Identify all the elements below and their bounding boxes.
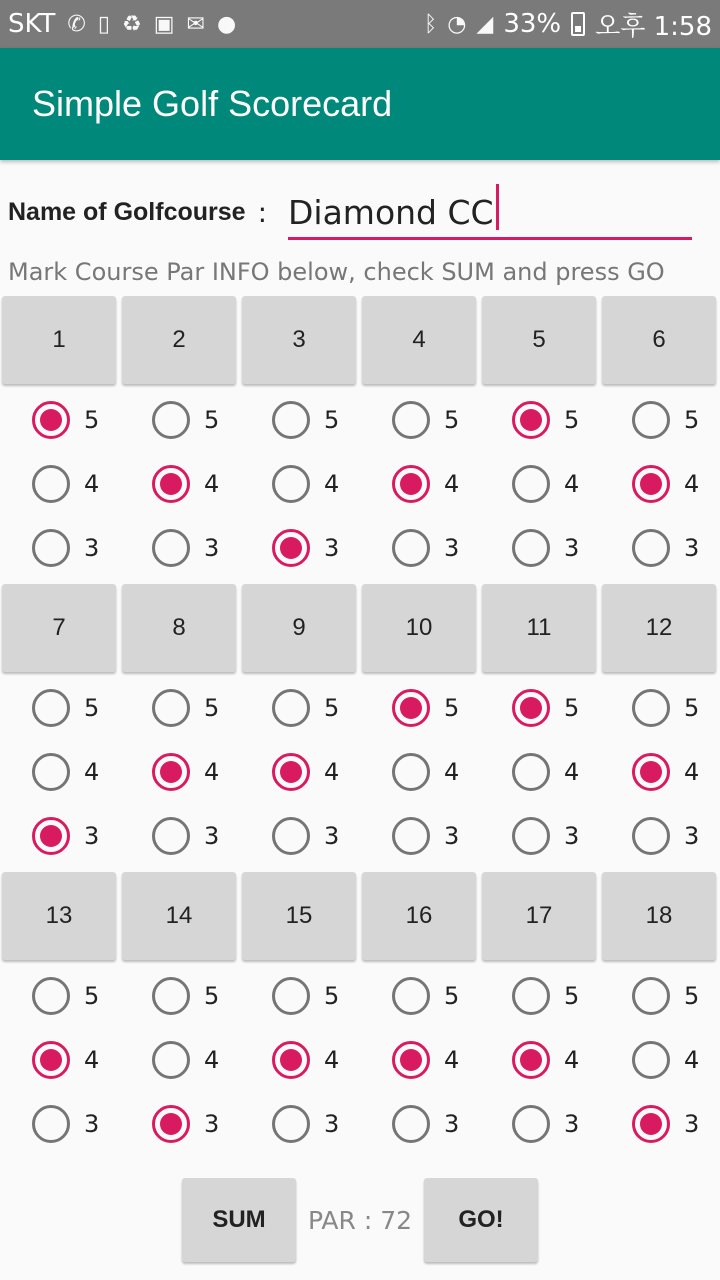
par-radio-group — [240, 388, 360, 580]
par-option-label: 3 — [564, 822, 580, 850]
par-option[interactable] — [120, 1028, 240, 1092]
par-option[interactable] — [600, 740, 720, 804]
radio-button[interactable] — [152, 753, 190, 791]
par-option-label: 3 — [684, 534, 700, 562]
course-row — [8, 180, 712, 244]
action-row — [0, 1178, 720, 1262]
par-radio-group — [120, 388, 240, 580]
par-radio-group — [600, 676, 720, 868]
par-option-label: 4 — [204, 1046, 220, 1074]
radio-button[interactable] — [152, 1105, 190, 1143]
par-option[interactable] — [240, 388, 360, 452]
par-radio-group — [360, 388, 480, 580]
hole-button[interactable]: 4 — [362, 296, 476, 384]
radio-button[interactable] — [632, 465, 670, 503]
radio-button[interactable] — [512, 529, 550, 567]
course-label: Name of Golfcourse — [8, 197, 246, 226]
radio-button[interactable] — [632, 817, 670, 855]
radio-button[interactable] — [272, 977, 310, 1015]
battery-icon — [571, 12, 585, 36]
par-option-label: 4 — [684, 1046, 700, 1074]
hole-group — [0, 296, 720, 580]
hole-group — [0, 872, 720, 1156]
par-option[interactable] — [120, 964, 240, 1028]
par-option[interactable] — [0, 516, 120, 580]
par-total: PAR : 72 — [307, 1205, 413, 1235]
radio-button[interactable] — [632, 689, 670, 727]
radio-button[interactable] — [272, 465, 310, 503]
radio-button[interactable] — [512, 689, 550, 727]
radio-button[interactable] — [632, 401, 670, 439]
par-option[interactable] — [600, 516, 720, 580]
radio-button[interactable] — [32, 753, 70, 791]
radio-button[interactable] — [512, 465, 550, 503]
app-bar — [0, 48, 720, 160]
radio-button[interactable] — [32, 1041, 70, 1079]
par-option-label: 5 — [84, 694, 100, 722]
par-option[interactable] — [600, 804, 720, 868]
par-option[interactable] — [360, 1028, 480, 1092]
par-option-label: 4 — [324, 1046, 340, 1074]
par-option-label: 4 — [684, 470, 700, 498]
text-cursor — [496, 184, 499, 230]
par-option-label: 4 — [444, 1046, 460, 1074]
radio-button[interactable] — [152, 1041, 190, 1079]
radio-button[interactable] — [512, 1105, 550, 1143]
hole-button[interactable]: 6 — [602, 296, 716, 384]
par-option[interactable] — [120, 676, 240, 740]
par-option[interactable] — [120, 452, 240, 516]
sum-button[interactable]: SUM — [182, 1178, 296, 1262]
chat-icon: ● — [216, 11, 237, 37]
hole-button[interactable]: 11 — [482, 584, 596, 672]
par-radio-grid — [0, 964, 720, 1156]
hole-button[interactable]: 1 — [2, 296, 116, 384]
par-option-label: 4 — [324, 758, 340, 786]
par-option-label: 5 — [684, 694, 700, 722]
par-option-label: 4 — [84, 470, 100, 498]
radio-button[interactable] — [632, 1105, 670, 1143]
par-option-label: 4 — [204, 758, 220, 786]
par-option-label: 3 — [324, 822, 340, 850]
par-radio-group — [480, 388, 600, 580]
par-option[interactable] — [600, 388, 720, 452]
par-option-label: 4 — [444, 758, 460, 786]
hole-button[interactable]: 15 — [242, 872, 356, 960]
par-option[interactable] — [240, 516, 360, 580]
radio-button[interactable] — [272, 753, 310, 791]
radio-button[interactable] — [152, 977, 190, 1015]
radio-button[interactable] — [392, 977, 430, 1015]
par-option[interactable] — [480, 1028, 600, 1092]
hole-button[interactable]: 7 — [2, 584, 116, 672]
par-option[interactable] — [480, 964, 600, 1028]
par-option-label: 5 — [564, 406, 580, 434]
par-radio-group — [0, 388, 120, 580]
par-radio-group — [360, 676, 480, 868]
par-option[interactable] — [360, 964, 480, 1028]
par-option[interactable] — [480, 388, 600, 452]
hole-button[interactable]: 5 — [482, 296, 596, 384]
par-option[interactable] — [0, 388, 120, 452]
radio-button[interactable] — [152, 529, 190, 567]
par-option-label: 5 — [444, 982, 460, 1010]
par-option[interactable] — [600, 1028, 720, 1092]
radio-button[interactable] — [32, 1105, 70, 1143]
par-option-label: 4 — [204, 470, 220, 498]
recycle-icon: ♻ — [121, 11, 142, 37]
par-option-label: 3 — [444, 534, 460, 562]
par-option-label: 3 — [684, 822, 700, 850]
radio-button[interactable] — [392, 753, 430, 791]
radio-button[interactable] — [152, 689, 190, 727]
par-option-label: 4 — [564, 1046, 580, 1074]
par-radio-group — [480, 964, 600, 1156]
par-option[interactable] — [120, 804, 240, 868]
par-option[interactable] — [240, 740, 360, 804]
hole-button[interactable]: 16 — [362, 872, 476, 960]
par-option[interactable] — [0, 452, 120, 516]
radio-button[interactable] — [32, 817, 70, 855]
radio-button[interactable] — [632, 529, 670, 567]
radio-button[interactable] — [272, 401, 310, 439]
par-option-label: 5 — [564, 694, 580, 722]
par-option-label: 4 — [564, 758, 580, 786]
radio-button[interactable] — [392, 1041, 430, 1079]
radio-button[interactable] — [392, 1105, 430, 1143]
par-option-label: 5 — [444, 406, 460, 434]
par-option[interactable] — [600, 1092, 720, 1156]
par-radio-group — [120, 964, 240, 1156]
hole-button[interactable]: 12 — [602, 584, 716, 672]
par-option-label: 5 — [204, 406, 220, 434]
par-option[interactable] — [0, 1092, 120, 1156]
par-option[interactable] — [360, 516, 480, 580]
hole-button-row — [0, 296, 720, 388]
hole-button[interactable]: 8 — [122, 584, 236, 672]
battery-percent: 33% — [503, 9, 562, 39]
par-option[interactable] — [360, 676, 480, 740]
screen-icon: ▯ — [97, 11, 110, 37]
radio-button[interactable] — [512, 1041, 550, 1079]
radio-button[interactable] — [392, 529, 430, 567]
par-option[interactable] — [360, 388, 480, 452]
hole-button[interactable]: 2 — [122, 296, 236, 384]
par-option-label: 5 — [324, 406, 340, 434]
radio-button[interactable] — [392, 689, 430, 727]
radio-button[interactable] — [632, 753, 670, 791]
par-radio-group — [0, 676, 120, 868]
par-option-label: 3 — [204, 534, 220, 562]
radio-button[interactable] — [272, 1105, 310, 1143]
radio-button[interactable] — [392, 401, 430, 439]
par-option-label: 4 — [324, 470, 340, 498]
hole-button[interactable]: 13 — [2, 872, 116, 960]
par-option[interactable] — [240, 1092, 360, 1156]
par-option[interactable] — [600, 452, 720, 516]
par-option[interactable] — [480, 740, 600, 804]
par-option-label: 3 — [564, 534, 580, 562]
par-option[interactable] — [360, 740, 480, 804]
radio-button[interactable] — [272, 1041, 310, 1079]
wifi-icon: ◔ — [447, 11, 467, 37]
par-option[interactable] — [240, 1028, 360, 1092]
par-option-label: 3 — [324, 534, 340, 562]
radio-button[interactable] — [512, 817, 550, 855]
par-option-label: 4 — [84, 758, 100, 786]
par-option-label: 3 — [84, 822, 100, 850]
phone-icon: ✆ — [67, 11, 86, 37]
par-option-label: 5 — [84, 406, 100, 434]
radio-button[interactable] — [272, 529, 310, 567]
hole-button[interactable]: 9 — [242, 584, 356, 672]
hole-button[interactable]: 18 — [602, 872, 716, 960]
par-option-label: 3 — [204, 1110, 220, 1138]
hole-button-row — [0, 872, 720, 964]
par-radio-group — [360, 964, 480, 1156]
par-option[interactable] — [120, 516, 240, 580]
radio-button[interactable] — [152, 401, 190, 439]
image-icon: ▣ — [153, 11, 175, 37]
radio-button[interactable] — [152, 465, 190, 503]
par-option[interactable] — [480, 1092, 600, 1156]
radio-button[interactable] — [392, 817, 430, 855]
radio-button[interactable] — [632, 977, 670, 1015]
hole-button[interactable]: 17 — [482, 872, 596, 960]
par-option-label: 5 — [204, 694, 220, 722]
radio-button[interactable] — [512, 401, 550, 439]
par-option[interactable] — [120, 740, 240, 804]
par-option-label: 5 — [204, 982, 220, 1010]
par-option-label: 3 — [84, 1110, 100, 1138]
radio-button[interactable] — [392, 465, 430, 503]
course-colon: : — [257, 195, 267, 229]
par-option-label: 4 — [564, 470, 580, 498]
par-option[interactable] — [600, 676, 720, 740]
hole-group — [0, 584, 720, 868]
hole-button[interactable]: 10 — [362, 584, 476, 672]
par-option-label: 5 — [684, 406, 700, 434]
par-option-label: 5 — [84, 982, 100, 1010]
radio-button[interactable] — [32, 465, 70, 503]
par-option-label: 3 — [84, 534, 100, 562]
status-left — [8, 9, 236, 39]
par-option[interactable] — [600, 964, 720, 1028]
status-bar — [0, 0, 720, 48]
par-option[interactable] — [0, 740, 120, 804]
radio-button[interactable] — [512, 753, 550, 791]
hole-button[interactable]: 3 — [242, 296, 356, 384]
clock: 오후 1:58 — [595, 11, 712, 42]
radio-button[interactable] — [32, 401, 70, 439]
par-option-label: 4 — [684, 758, 700, 786]
par-radio-group — [600, 964, 720, 1156]
par-radio-grid — [0, 388, 720, 580]
par-option[interactable] — [120, 388, 240, 452]
par-option-label: 4 — [444, 470, 460, 498]
radio-button[interactable] — [152, 817, 190, 855]
par-option[interactable] — [480, 516, 600, 580]
go-button[interactable]: GO! — [424, 1178, 538, 1262]
carrier-label: SKT — [8, 9, 56, 39]
par-option[interactable] — [240, 964, 360, 1028]
radio-button[interactable] — [632, 1041, 670, 1079]
par-option-label: 5 — [564, 982, 580, 1010]
app-title: Simple Golf Scorecard — [32, 83, 393, 124]
radio-button[interactable] — [272, 817, 310, 855]
par-option-label: 4 — [84, 1046, 100, 1074]
course-name-input[interactable] — [288, 180, 692, 240]
par-option-label: 3 — [324, 1110, 340, 1138]
par-option-label: 3 — [564, 1110, 580, 1138]
par-option[interactable] — [0, 1028, 120, 1092]
par-option[interactable] — [480, 804, 600, 868]
par-radio-group — [600, 388, 720, 580]
par-option[interactable] — [240, 804, 360, 868]
signal-icon: ◢ — [476, 11, 494, 37]
par-option-label: 3 — [684, 1110, 700, 1138]
par-option-label: 5 — [324, 694, 340, 722]
par-radio-group — [0, 964, 120, 1156]
par-radio-group — [120, 676, 240, 868]
par-radio-group — [480, 676, 600, 868]
par-option[interactable] — [0, 964, 120, 1028]
par-radio-group — [240, 676, 360, 868]
par-radio-group — [240, 964, 360, 1156]
radio-button[interactable] — [272, 689, 310, 727]
radio-button[interactable] — [32, 529, 70, 567]
par-option[interactable] — [0, 804, 120, 868]
hole-button-row — [0, 584, 720, 676]
par-option[interactable] — [360, 804, 480, 868]
radio-button[interactable] — [32, 689, 70, 727]
par-option[interactable] — [360, 452, 480, 516]
par-option[interactable] — [480, 676, 600, 740]
par-option-label: 5 — [324, 982, 340, 1010]
par-option-label: 3 — [204, 822, 220, 850]
par-option[interactable] — [240, 676, 360, 740]
par-option[interactable] — [360, 1092, 480, 1156]
par-option-label: 3 — [444, 822, 460, 850]
hole-button[interactable]: 14 — [122, 872, 236, 960]
par-option[interactable] — [240, 452, 360, 516]
par-option[interactable] — [480, 452, 600, 516]
radio-button[interactable] — [512, 977, 550, 1015]
par-option-label: 5 — [444, 694, 460, 722]
bluetooth-icon: ᛒ — [423, 11, 438, 37]
instruction-text: Mark Course Par INFO below, check SUM and press GO — [8, 258, 665, 286]
par-option-label: 5 — [684, 982, 700, 1010]
mail-icon: ✉ — [186, 11, 205, 37]
status-right — [424, 6, 712, 43]
radio-button[interactable] — [32, 977, 70, 1015]
par-radio-grid — [0, 676, 720, 868]
par-option[interactable] — [120, 1092, 240, 1156]
par-option[interactable] — [0, 676, 120, 740]
par-option-label: 3 — [444, 1110, 460, 1138]
